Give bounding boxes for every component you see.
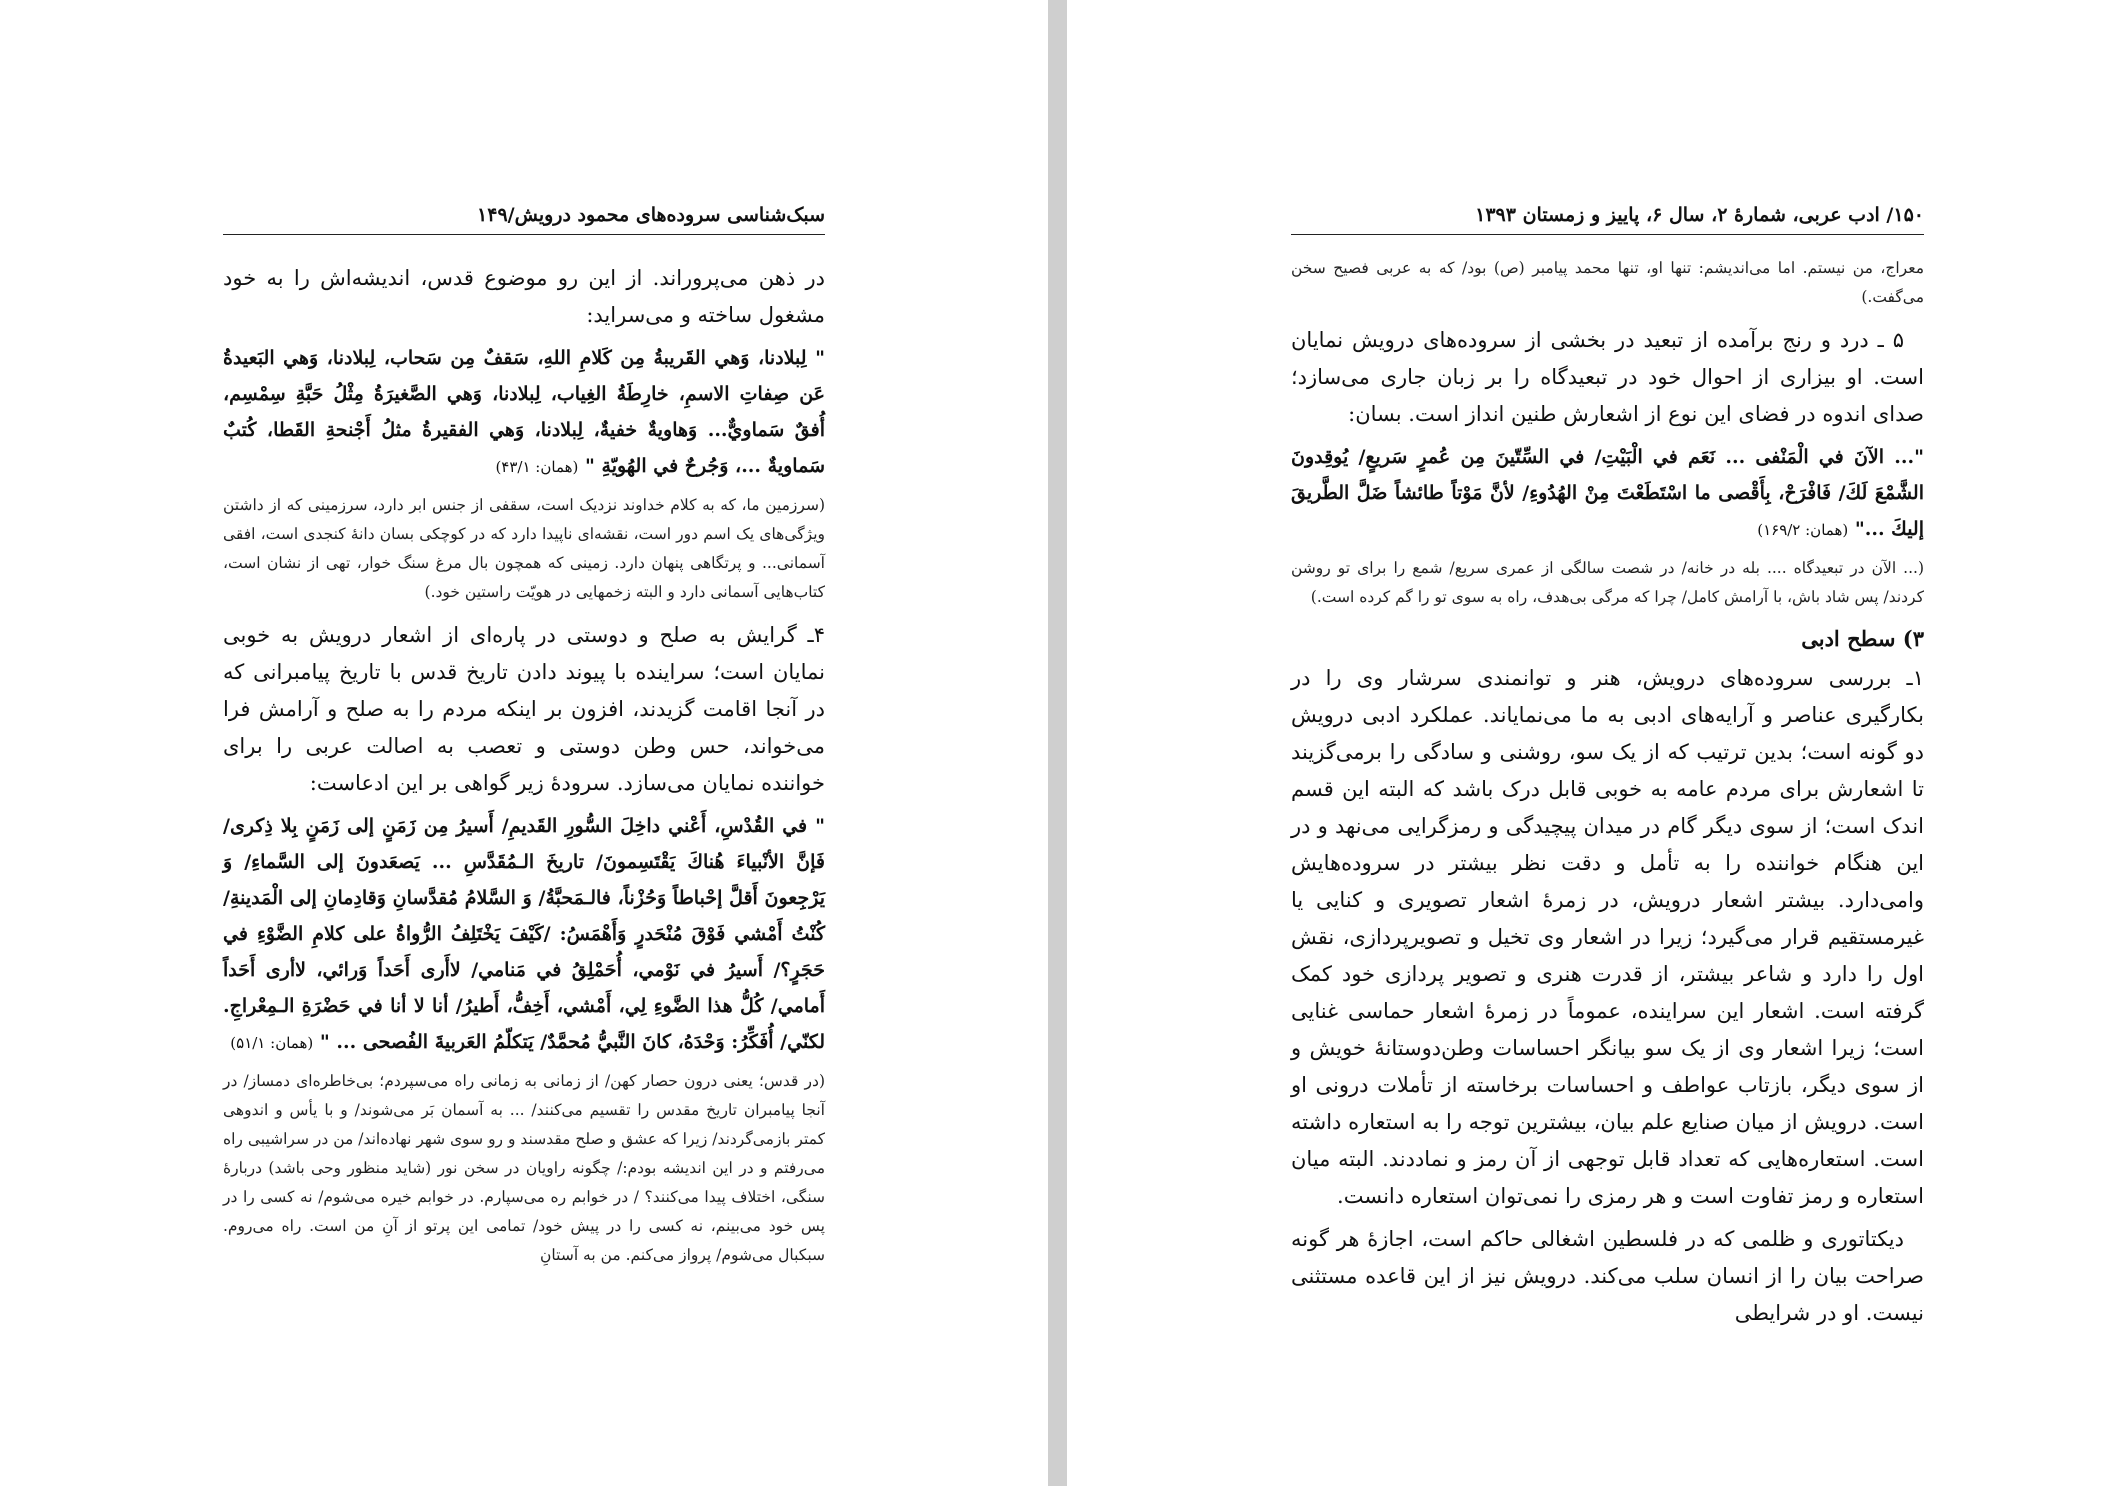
translation: (در قدس؛ یعنی درون حصار کهن/ از زمانی به زمانی راه می‌سپردم؛ بی‌خاطره‌ای دمساز/ در آنجا پیامبران تاریخ مقدس را تقسیم می‌کنند/ ... به آسمان بَر می‌شوند/ و با یأس و اندوهی کمتر بازمی‌گردند/ زیرا که عشق و صلح مقدسند و رو سوی شهر نهاده‌اند/ من در سراشیبی راه می‌رفتم و در این اندیشه بودم:/ چگونه راویان در سخن نور (شاید منظور وحی باشد) دربارهٔ سنگی، اختلاف پیدا می‌کنند؟ / در خوابم ره می‌سپارم. در خوابم خیره می‌شوم/ نه کسی را در پس خود می‌بینم، نه کسی را در پیش خود/ تمامی این پرتو از آنِ من است. راه می‌روم. سبکبال می‌شوم/ پرواز می‌کنم. من به آستانِ — [223, 1072, 825, 1264]
paragraph-4: ۴ـ گرایش به صلح و دوستی در پاره‌ای از اشعار درویش به خوبی نمایان است؛ سراینده با پیوند دادن تاریخ قدس با تاریخ پیامبرانی که در آنجا اقامت گزیدند، افزون بر اینکه مردم را به صلح و آرامش فرا می‌خواند، حس وطن دوستی و تعصب به اصالت عربی را برای خواننده نمایان می‌سازد. سرودهٔ زیر گواهی بر این ادعاست: — [223, 623, 825, 795]
running-title: ۱۵۰/ ادب عربی، شمارهٔ ۲، سال ۶، پاییز و زمستان ۱۳۹۳ — [1475, 204, 1924, 226]
page-body — [1291, 252, 1924, 1338]
arabic-quote-text: " في القُدْسِ، أَعْني داخِلَ السُّورِ القَديمِ/ أَسيرُ مِن زَمَنٍ إلى زَمَنٍ بِلا ذِكرى/ فَإنَّ الأنْبياءَ هُناكَ يَقْتَسِمونَ/ تاريخَ الـمُقَدَّسِ ... يَصعَدونَ إلى السَّماءِ/ وَ يَرْجِعونَ أَقلَّ إحْباطاً وَحُزْناً، فالـمَحبَّةُ/ وَ السَّلامُ مُقدَّسانِ وَقادِمانِ إلى الْمَدينةِ/ كُنْتُ أَمْشي فَوْقَ مُنْحَدرٍ وَأَهْمَسُ: /كَيْفَ يَخْتَلِفُ الرُّواةُ على كلامِ الضَّوْءِ في حَجَرٍ؟/ أَسيرُ في نَوْمي، أُحَمْلِقُ في مَنامي/ لاأَرى أَحَداً وَرائي، لاأرى أَحَداً أَمامي/ كُلُّ هذا الضَّوءِ لِي، أَمْشي، أَخِفُّ، أَطيرُ/ أنا لا أنا في حَضْرَةِ الـمِعْراجِ. لكنّي/ أُفَكِّرُ: وَحْدَهُ، كانَ النَّبيُّ مُحمَّدٌ/ يَتكلّمُ العَربيةَ الفُصحى ... " — [223, 815, 825, 1053]
arabic-quote — [223, 340, 825, 485]
citation: (همان: ۱۶۹/۲) — [1757, 521, 1849, 539]
translation: (... الآن در تبعیدگاه .... بله در خانه/ در شصت سالگی از عمری سریع/ شمع را برای تو روشن کردند/ پس شاد باش، با آرامش کامل/ چرا که مرگی بی‌هدف، راه به سوی تو را گم کرده است.) — [1291, 559, 1924, 606]
arabic-quote-text: "... الآنَ في الْمَنْفى ... نَعَم في الْبَيْتِ/ في السِّتّينَ مِن عُمرٍ سَريعٍ/ يُوقِدونَ الشَّمْعَ لَكَ/ فَافْرَحْ، بِأَقْصى ما اسْتَطَعْتَ مِنْ الهُدُوءِ/ لأنَّ مَوْتاً طائشاً ضَلَّ الطَّريقَ إليكَ ..." — [1291, 446, 1924, 540]
arabic-quote — [1291, 439, 1924, 548]
page-header — [223, 200, 825, 235]
left-page — [0, 0, 1048, 1486]
section-paragraph-2: دیکتاتوری و ظلمی که در فلسطین اشغالی حاکم است، اجازهٔ هر گونه صراحت بیان را از انسان سلب می‌کند. درویش نیز از این قاعده مستثنی نیست. او در شرایطی — [1291, 1227, 1924, 1325]
intro-paragraph: در ذهن می‌پروراند. از این رو موضوع قدس، اندیشه‌اش را به خود مشغول ساخته و می‌سراید: — [223, 266, 825, 327]
section-paragraph-1: ۱ـ بررسی سروده‌های درویش، هنر و توانمندی سرشار وی را در بکارگیری عناصر و آرایه‌های ادبی به ما می‌نمایاند. عملکرد ادبی درویش دو گونه است؛ بدین ترتیب که از یک سو، روشنی و سادگی را برمی‌گزیند تا اشعارش برای مردم عامه به خوبی قابل درک باشد که البته این قسم اندک است؛ از سوی دیگر گام در میدان پیچیدگی و رمزگرایی می‌نهد و در این هنگام خواننده را به تأمل و دقت نظر بیشتر در سروده‌هایش وامی‌دارد. بیشتر اشعار درویش، در زمرهٔ اشعار تصویری و کنایی یا غیرمستقیم قرار می‌گیرد؛ زیرا در اشعار وی تخیل و تصویرپردازی، نقش اول را دارد و شاعر بیشتر، از قدرت هنری و تصویر پردازی خود کمک گرفته است. اشعار این سراینده، عموماً در زمرهٔ اشعار حماسی غنایی است؛ زیرا اشعار وی از یک سو بیانگر احساسات وطن‌دوستانهٔ خویش و از سوی دیگر، بازتاب عواطف و احساسات برخاسته از تأملات درونی او است. درویش از میان صنایع علم بیان، بیشترین توجه را به استعاره داشته است. استعاره‌هایی که تعداد قابل توجهی از آن رمز و نماددند. البته میان استعاره و رمز تفاوت است و هر رمزی را نمی‌توان استعاره دانست. — [1291, 666, 1924, 1208]
translation: (سرزمین ما، که به کلام خداوند نزدیک است، سقفی از جنس ابر دارد، سرزمینی که از داشتن ویژگی‌های یک اسم دور است، نقشه‌ای ناپیدا دارد که در کوچکی بسان دانهٔ کنجدی است، افقی آسمانی... و پرتگاهی پنهان دارد. زمینی که همچون بال مرغ سنگ خوار، تهی از نشان است، کتاب‌هایی آسمانی دارد و البته زخمهایی در هویّت راستین خود.) — [223, 496, 825, 601]
page-body — [223, 260, 825, 1280]
citation: (همان: ۴۳/۱) — [495, 458, 579, 476]
citation: (همان: ۵۱/۱) — [230, 1034, 314, 1052]
translation-continued: معراج، من نیستم. اما می‌اندیشم: تنها او، تنها محمد پیامبر (ص) بود/ که به عربی فصیح سخن می‌گفت.) — [1291, 259, 1924, 306]
arabic-quote-text: " لِبلادنا، وَهي القَريبةُ مِن كَلامِ اللهِ، سَقفٌ مِن سَحاب، لِبلادنا، وَهي البَعيدةُ عَن صِفاتِ الاسمِ، خارِطَةُ الغِياب، لِبلادنا، وَهي الصَّغيرَةُ مِثْلُ حَبَّةِ سِمْسِم، أُفقٌ سَماويٌّ... وَهاويةٌ خفيةٌ، لِبلادنا، وَهي الفقيرةُ مثلُ أَجْنحةِ القَطا، كُتبٌ سَماويةٌ ...، وَجُرحٌ في الهُويّةِ " — [223, 347, 825, 477]
paragraph-5: ۵ ـ درد و رنج برآمده از تبعید در بخشی از سروده‌های درویش نمایان است. او بیزاری از احوال خود در تبعیدگاه را بر زبان جاری می‌سازد؛ صدای اندوه در فضای این نوع از اشعارش طنین انداز است. بسان: — [1291, 328, 1924, 426]
running-title: سبک‌شناسی سروده‌های محمود درویش/۱۴۹ — [477, 204, 825, 226]
section-heading: ۳) سطح ادبی — [1801, 626, 1924, 651]
right-page — [1067, 0, 2117, 1486]
page-gutter — [1048, 0, 1067, 1486]
page-header — [1291, 200, 1924, 235]
arabic-quote — [223, 808, 825, 1061]
